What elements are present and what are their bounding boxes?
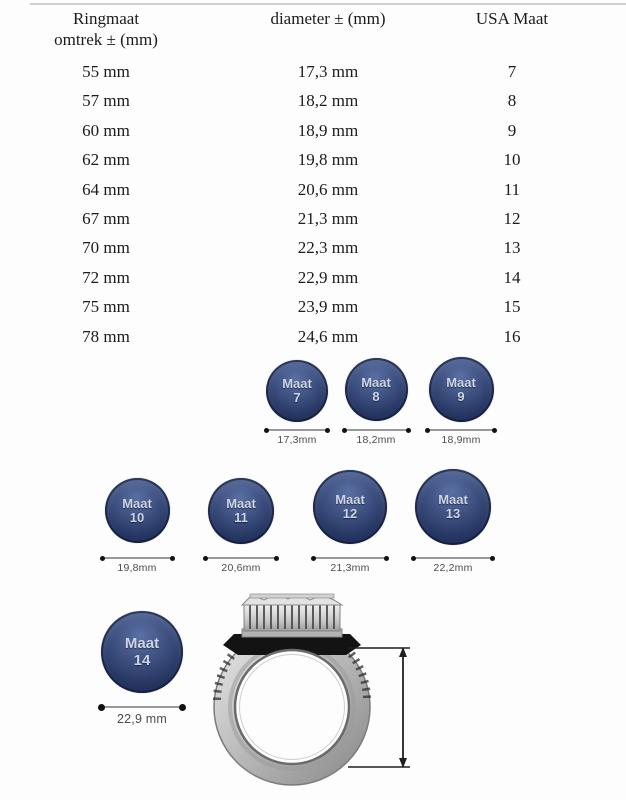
maat-label: Maat [438, 492, 468, 507]
diameter-value: 22,3 mm [297, 238, 359, 258]
omtrek-value: 75 mm [82, 297, 130, 317]
size-circle-maat-9 [413, 357, 509, 446]
diameter-value: 20,6 mm [297, 179, 359, 199]
usa-size-value: 7 [507, 62, 517, 81]
dimension-dot [98, 704, 105, 711]
maat-label: Maat [335, 492, 365, 507]
maat-12-disc [313, 470, 387, 544]
maat-label: Maat [124, 635, 160, 652]
table-body [0, 62, 580, 356]
dimension-dot [406, 428, 411, 433]
table-row [0, 62, 580, 91]
header-usa-maat: USA Maat [475, 9, 549, 28]
size-circle-maat-13 [405, 469, 501, 574]
diameter-measure: 21,3mm [330, 562, 370, 574]
maat-label: Maat [226, 496, 256, 511]
size-circle-maat-12 [302, 470, 398, 574]
dimension-line [102, 557, 173, 559]
omtrek-value: 70 mm [82, 238, 130, 258]
omtrek-value: 60 mm [82, 120, 130, 140]
table-row [0, 150, 580, 179]
maat-7-disc [266, 360, 328, 422]
maat-number: 13 [445, 506, 461, 521]
diameter-measure: 22,9 mm [116, 712, 168, 726]
omtrek-value: 62 mm [82, 150, 130, 170]
dimension-dot [264, 428, 269, 433]
usa-size-value: 13 [503, 238, 521, 258]
maat-number: 10 [129, 509, 145, 525]
dimension-line [266, 429, 328, 431]
maat-number: 11 [234, 510, 248, 525]
dimension-line [100, 706, 184, 708]
dimension-line [413, 557, 493, 559]
maat-13-disc [415, 469, 491, 545]
size-circle-maat-14 [94, 611, 190, 726]
omtrek-value: 72 mm [82, 267, 130, 287]
maat-label: Maat [446, 374, 476, 390]
dimension-dot [411, 556, 416, 561]
diameter-measure: 19,8mm [117, 562, 157, 574]
usa-size-value: 11 [503, 179, 521, 199]
diameter-value: 17,3 mm [297, 62, 359, 81]
omtrek-value: 55 mm [82, 62, 130, 81]
diameter-value: 18,2 mm [297, 91, 359, 111]
dimension-dot [425, 428, 430, 433]
dimension-line [427, 429, 495, 431]
dimension-dot [274, 556, 279, 561]
header-omtrek-line2: omtrek ± (mm) [54, 30, 158, 49]
omtrek-value: 67 mm [82, 208, 130, 228]
usa-size-value: 16 [503, 326, 521, 346]
dimension-line [205, 557, 277, 559]
ring-size-table [0, 8, 580, 346]
diameter-value: 18,9 mm [297, 120, 359, 140]
size-circle-maat-11 [193, 478, 289, 574]
diameter-measure: 20,6mm [221, 562, 261, 574]
header-omtrek-line1: Ringmaat [72, 9, 140, 28]
usa-size-value: 14 [503, 267, 521, 287]
maat-number: 12 [342, 506, 358, 521]
usa-size-value: 9 [507, 120, 517, 140]
dimension-dot [490, 556, 495, 561]
table-row [0, 121, 580, 150]
size-circle-maat-10 [89, 478, 185, 574]
dimension-dot [179, 704, 186, 711]
maat-label: Maat [282, 376, 312, 391]
dimension-dot [492, 428, 497, 433]
diameter-measure: 17,3mm [277, 434, 317, 446]
dimension-dot [100, 556, 105, 561]
diameter-value: 19,8 mm [297, 150, 359, 170]
dimension-dot [203, 556, 208, 561]
ring-head [223, 594, 361, 764]
table-header-row [0, 8, 580, 50]
omtrek-value: 57 mm [82, 91, 130, 111]
omtrek-value: 64 mm [82, 179, 130, 199]
maat-number: 8 [372, 388, 380, 404]
maat-10-disc [105, 478, 170, 543]
usa-size-value: 15 [503, 297, 521, 317]
dimension-dot [342, 428, 347, 433]
maat-label: Maat [122, 495, 152, 511]
dimension-line [313, 557, 387, 559]
dimension-dot [384, 556, 389, 561]
header-diameter: diameter ± (mm) [270, 9, 386, 28]
size-circle-maat-8 [328, 358, 424, 446]
table-row [0, 327, 580, 356]
maat-11-disc [208, 478, 274, 544]
usa-size-value: 10 [503, 150, 521, 170]
top-divider [30, 3, 626, 5]
table-row [0, 297, 580, 326]
maat-number: 7 [293, 390, 301, 405]
table-row [0, 238, 580, 267]
diameter-measure: 22,2mm [433, 562, 473, 574]
diameter-measure: 18,9mm [441, 434, 481, 446]
diameter-value: 22,9 mm [297, 267, 359, 287]
table-row [0, 91, 580, 120]
table-row [0, 268, 580, 297]
diameter-value: 21,3 mm [297, 208, 359, 228]
table-row [0, 180, 580, 209]
diameter-measure: 18,2mm [356, 434, 396, 446]
maat-label: Maat [361, 374, 391, 390]
header-omtrek [0, 8, 212, 50]
table-row [0, 209, 580, 238]
usa-size-value: 12 [503, 208, 521, 228]
diameter-value: 24,6 mm [297, 326, 359, 346]
maat-number: 14 [133, 652, 151, 669]
ring-illustration [198, 584, 420, 800]
maat-14-disc [101, 611, 183, 693]
maat-number: 9 [457, 388, 465, 404]
maat-8-disc [345, 358, 408, 421]
dimension-dot [311, 556, 316, 561]
usa-size-value: 8 [507, 91, 517, 111]
dimension-line [344, 429, 409, 431]
maat-9-disc [429, 357, 494, 422]
dimension-dot [170, 556, 175, 561]
omtrek-value: 78 mm [82, 326, 130, 346]
diameter-value: 23,9 mm [297, 297, 359, 317]
